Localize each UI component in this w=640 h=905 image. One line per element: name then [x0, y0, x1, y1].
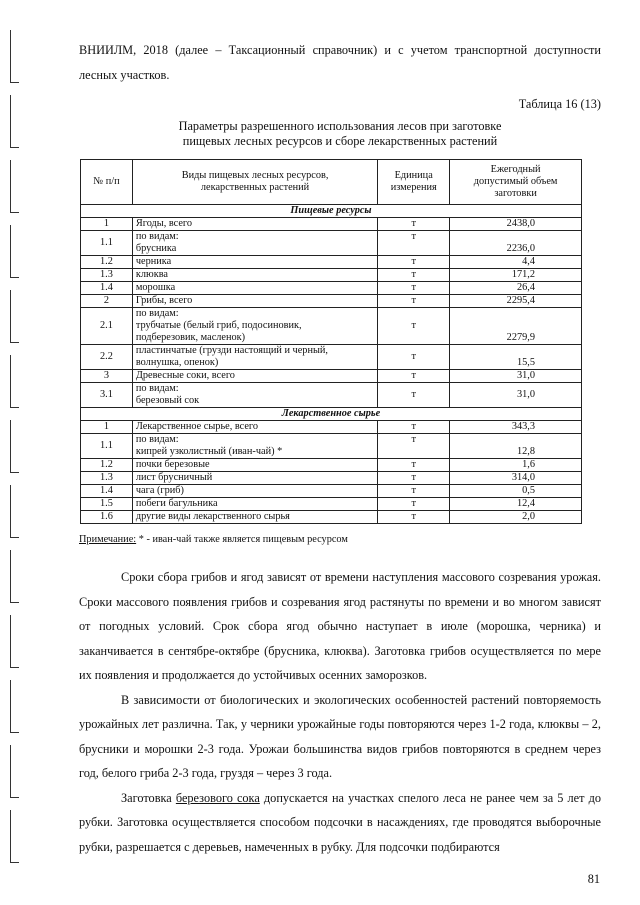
row-name: лист брусничный — [132, 472, 377, 485]
page-number: 81 — [587, 872, 600, 886]
paragraph-harvest-timing: Сроки сбора грибов и ягод зависят от времени наступления массового созревания урожая. Сроки массового появления грибов и созревания ягод растянуты по времени и во многом зависят от погодных условий. Срок сбора ягод обычно наступает в июле (морошка, черника) и заканчивается в сентябре-октябре (брусника, клюква). Заготовка грибов осуществляется по мере их появления и продолжается до устойчивых осенних заморозков. — [79, 570, 601, 682]
row-name: Ягоды, всего — [132, 218, 377, 231]
table-row — [81, 308, 582, 345]
row-value: 12,4 — [450, 498, 582, 511]
row-num: 1.6 — [81, 511, 133, 524]
row-value: 31,0 — [450, 383, 582, 408]
body-text — [79, 565, 601, 859]
row-name-line-3: подберезовик, масленок) — [135, 332, 246, 343]
section-title-food: Пищевые ресурсы — [81, 205, 582, 218]
caption-line-1: Параметры разрешенного использования лесов при заготовке — [178, 119, 502, 133]
caption-line-2: пищевых лесных ресурсов и сборе лекарственных растений — [182, 134, 498, 148]
row-name-line-2: березовый сок — [135, 395, 200, 406]
row-unit: т — [378, 434, 450, 459]
table-row — [81, 511, 582, 524]
row-num: 2.2 — [81, 345, 133, 370]
birch-sap-term: березового сока — [175, 790, 260, 805]
row-unit: т — [378, 472, 450, 485]
header-num: № п/п — [81, 160, 133, 205]
row-value: 314,0 — [450, 472, 582, 485]
note-label: Примечание: — [79, 534, 137, 545]
row-name — [132, 434, 377, 459]
row-value: 2,0 — [450, 511, 582, 524]
row-unit: т — [378, 256, 450, 269]
row-num: 3 — [81, 370, 133, 383]
row-name — [132, 308, 377, 345]
row-name: морошка — [132, 282, 377, 295]
header-volume-line-2: допустимый объем — [473, 176, 558, 187]
table-row — [81, 282, 582, 295]
row-unit: т — [378, 231, 450, 256]
table-row — [81, 345, 582, 370]
row-unit: т — [378, 218, 450, 231]
row-name-line-1: пластинчатые (грузди настоящий и черный, — [135, 345, 328, 356]
section-row-food — [81, 205, 582, 218]
row-name-line-1: по видам: — [135, 308, 179, 319]
row-value: 2295,4 — [450, 295, 582, 308]
row-name: клюква — [132, 269, 377, 282]
table-row — [81, 295, 582, 308]
row-value: 15,5 — [450, 345, 582, 370]
intro-paragraph: ВНИИЛМ, 2018 (далее – Таксационный справочник) и с учетом транспортной доступности лесных участков. — [79, 43, 601, 82]
row-name: Лекарственное сырье, всего — [132, 421, 377, 434]
table-row — [81, 421, 582, 434]
row-unit: т — [378, 485, 450, 498]
row-num: 1.1 — [81, 231, 133, 256]
row-unit: т — [378, 370, 450, 383]
row-unit: т — [378, 498, 450, 511]
row-value: 31,0 — [450, 370, 582, 383]
table-row — [81, 370, 582, 383]
table-row — [81, 231, 582, 256]
table-row — [81, 434, 582, 459]
row-value: 343,3 — [450, 421, 582, 434]
header-kind-line-1: Виды пищевых лесных ресурсов, — [181, 170, 329, 181]
row-unit: т — [378, 282, 450, 295]
header-volume-line-1: Ежегодный — [490, 164, 541, 175]
row-value: 1,6 — [450, 459, 582, 472]
paragraph-birch-sap — [79, 786, 601, 860]
document-page — [79, 38, 601, 859]
row-num: 1.4 — [81, 485, 133, 498]
section-title-medicinal: Лекарственное сырье — [81, 408, 582, 421]
header-volume — [450, 160, 582, 205]
row-unit: т — [378, 511, 450, 524]
resources-table — [80, 159, 582, 524]
row-value: 171,2 — [450, 269, 582, 282]
table-number: Таблица 16 (13) — [518, 97, 601, 111]
row-num: 1.3 — [81, 269, 133, 282]
row-name: Древесные соки, всего — [132, 370, 377, 383]
row-value: 0,5 — [450, 485, 582, 498]
row-unit: т — [378, 295, 450, 308]
row-name-line-1: по видам: — [135, 383, 179, 394]
row-unit: т — [378, 308, 450, 345]
paragraph-yield-frequency: В зависимости от биологических и экологических особенностей растений повторяемость урожайных лет различна. Так, у черники урожайные годы повторяются через 1-2 года, клюквы – 2, брусники и морошки 2-3 года. Урожаи большинства видов грибов повторяются в среднем через год, белого гриба 2-3 года, груздя – через 3 года. — [79, 692, 601, 780]
row-unit: т — [378, 459, 450, 472]
table-row — [81, 269, 582, 282]
row-num: 1.2 — [81, 256, 133, 269]
row-name-line-1: по видам: — [135, 434, 179, 445]
row-value: 2279,9 — [450, 308, 582, 345]
row-num: 2 — [81, 295, 133, 308]
row-name: побеги багульника — [132, 498, 377, 511]
table-row — [81, 498, 582, 511]
row-name: почки березовые — [132, 459, 377, 472]
row-name — [132, 383, 377, 408]
row-num: 1.4 — [81, 282, 133, 295]
row-unit: т — [378, 345, 450, 370]
row-num: 1.2 — [81, 459, 133, 472]
row-num: 1.3 — [81, 472, 133, 485]
row-num: 3.1 — [81, 383, 133, 408]
row-unit: т — [378, 269, 450, 282]
binding-margin-marks — [0, 0, 40, 905]
table-row — [81, 256, 582, 269]
header-volume-line-3: заготовки — [494, 188, 537, 199]
row-name-line-2: брусника — [135, 243, 177, 254]
header-unit-line-1: Единица — [394, 170, 433, 181]
row-name — [132, 231, 377, 256]
row-num: 1.1 — [81, 434, 133, 459]
row-name-line-2: волнушка, опенок) — [135, 357, 219, 368]
table-caption — [79, 119, 601, 149]
row-name-line-2: трубчатые (белый гриб, подосиновик, — [135, 320, 302, 331]
table-note — [79, 533, 601, 546]
row-num: 2.1 — [81, 308, 133, 345]
header-kind-line-2: лекарственных растений — [200, 182, 310, 193]
row-num: 1.5 — [81, 498, 133, 511]
row-unit: т — [378, 421, 450, 434]
table-row — [81, 459, 582, 472]
header-kind — [132, 160, 377, 205]
row-name — [132, 345, 377, 370]
row-num: 1 — [81, 218, 133, 231]
row-name-line-2: кипрей узколистный (иван-чай) * — [135, 446, 283, 457]
row-value: 26,4 — [450, 282, 582, 295]
section-row-medicinal — [81, 408, 582, 421]
row-value: 2236,0 — [450, 231, 582, 256]
row-num: 1 — [81, 421, 133, 434]
para3-rest: допускается на участках спелого леса не ранее чем за 5 лет до рубки. Заготовка осуществляется способом подсочки в насаждениях, где проводятся выборочные рубки, разрешается с деревьев, намеченных в рубку. Для подсочки подбираются — [79, 790, 601, 854]
row-name: другие виды лекарственного сырья — [132, 511, 377, 524]
row-name: Грибы, всего — [132, 295, 377, 308]
row-value: 12,8 — [450, 434, 582, 459]
row-unit: т — [378, 383, 450, 408]
table-row — [81, 472, 582, 485]
row-name: черника — [132, 256, 377, 269]
row-name-line-1: по видам: — [135, 231, 179, 242]
header-unit-line-2: измерения — [390, 182, 437, 193]
table-row — [81, 218, 582, 231]
table-row — [81, 383, 582, 408]
row-name: чага (гриб) — [132, 485, 377, 498]
table-header-row — [81, 160, 582, 205]
row-value: 2438,0 — [450, 218, 582, 231]
table-row — [81, 485, 582, 498]
note-text: * - иван-чай также является пищевым ресурсом — [136, 534, 348, 545]
para3-start: Заготовка — [121, 790, 176, 805]
row-value: 4,4 — [450, 256, 582, 269]
header-unit — [378, 160, 450, 205]
